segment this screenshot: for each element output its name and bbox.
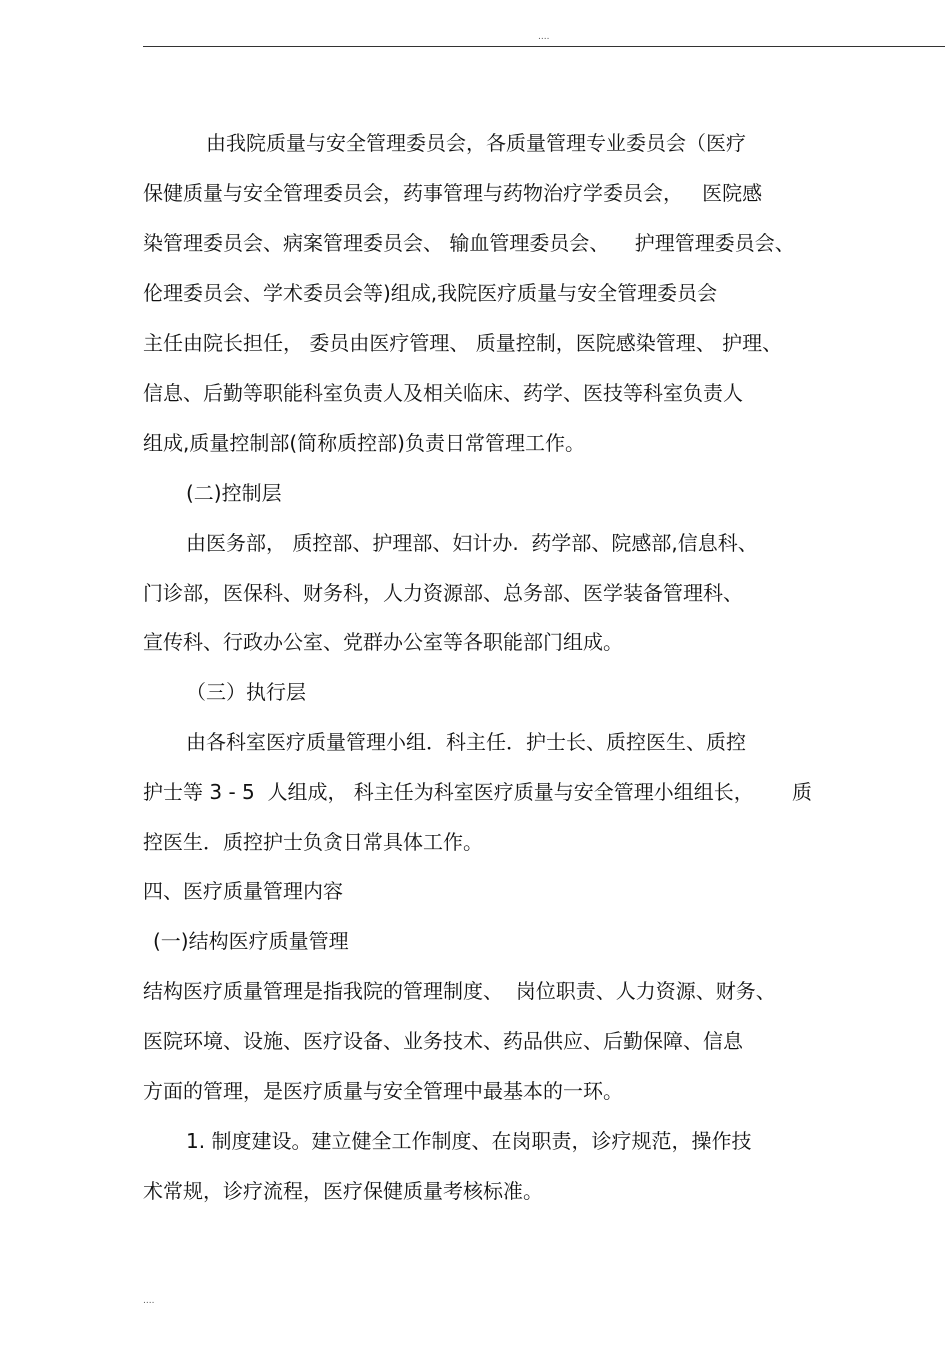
paragraph-line: 组成,质量控制部(简称质控部)负责日常管理工作。	[143, 431, 585, 455]
paragraph-line: 由我院质量与安全管理委员会，各质量管理专业委员会（医疗	[206, 131, 746, 155]
section-heading: （三）执行层	[186, 680, 306, 704]
section-heading: 四、医疗质量管理内容	[143, 879, 343, 903]
paragraph-line: 信息、后勤等职能科室负责人及相关临床、药学、医技等科室负责人	[143, 381, 743, 405]
footer-mark: ....	[143, 1296, 155, 1306]
paragraph-line: 护士等 3 - 5 人组成， 科主任为科室医疗质量与安全管理小组组长， 质	[143, 780, 812, 804]
paragraph-line: 由各科室医疗质量管理小组．科主任．护士长、质控医生、质控	[186, 730, 746, 754]
paragraph-line: 伦理委员会、学术委员会等)组成,我院医疗质量与安全管理委员会	[143, 281, 718, 305]
paragraph-line: 术常规，诊疗流程，医疗保健质量考核标准。	[143, 1179, 543, 1203]
paragraph-line: 方面的管理，是医疗质量与安全管理中最基本的一环。	[143, 1079, 623, 1103]
paragraph-line: 结构医疗质量管理是指我院的管理制度、 岗位职责、人力资源、财务、	[143, 979, 776, 1003]
paragraph-line: 保健质量与安全管理委员会，药事管理与药物治疗学委员会， 医院感	[143, 181, 763, 205]
paragraph-line: 染管理委员会、病案管理委员会、 输血管理委员会、 护理管理委员会、	[143, 231, 795, 255]
paragraph-line: 医院环境、设施、医疗设备、业务技术、药品供应、后勤保障、信息	[143, 1029, 743, 1053]
section-heading: (二)控制层	[186, 481, 282, 505]
paragraph-line: 1. 制度建设。建立健全工作制度、在岗职责，诊疗规范，操作技	[186, 1129, 752, 1153]
header-mark: ....	[538, 32, 550, 42]
paragraph-line: 宣传科、行政办公室、党群办公室等各职能部门组成。	[143, 630, 623, 654]
paragraph-line: 控医生．质控护士负贪日常具体工作。	[143, 830, 483, 854]
section-heading: (一)结构医疗质量管理	[153, 929, 349, 953]
paragraph-line: 由医务部， 质控部、护理部、妇计办. 药学部、院感部,信息科、	[186, 531, 758, 555]
paragraph-line: 门诊部，医保科、财务科，人力资源部、总务部、医学装备管理科、	[143, 581, 743, 605]
paragraph-line: 主任由院长担任， 委员由医疗管理、 质量控制，医院感染管理、 护理、	[143, 331, 783, 355]
